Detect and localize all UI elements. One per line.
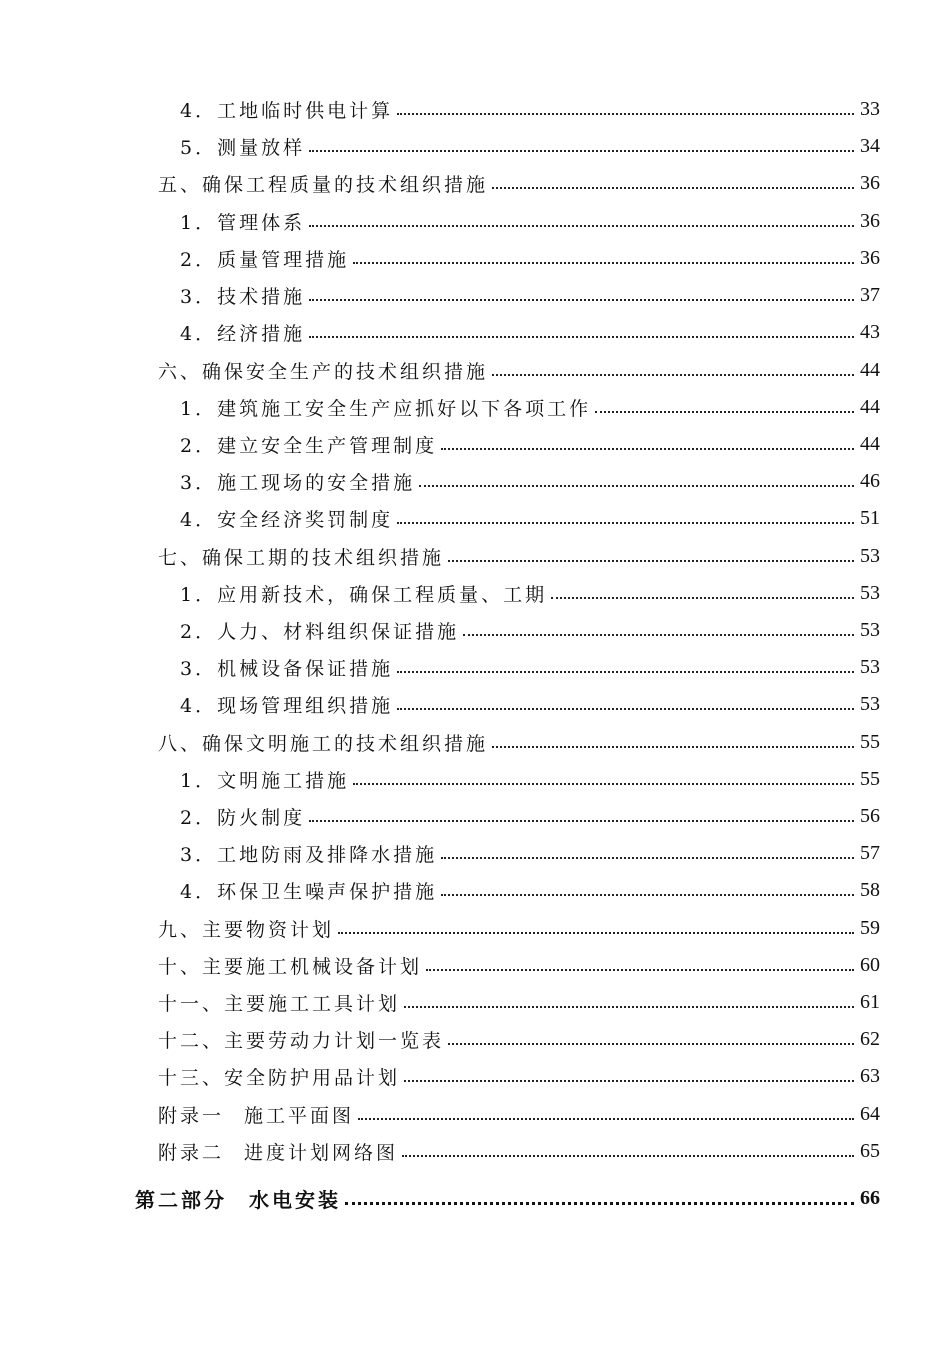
- dot-leader: [353, 783, 854, 785]
- toc-entry-page: 56: [860, 804, 880, 827]
- toc-entry-page: 53: [860, 692, 880, 715]
- dot-leader: [492, 374, 854, 376]
- dot-leader: [448, 560, 854, 562]
- toc-entry[interactable]: [180, 838, 880, 868]
- toc-entry[interactable]: [158, 1136, 880, 1166]
- toc-entry-page: 55: [860, 730, 880, 753]
- toc-entry-title: 1．建筑施工安全生产应抓好以下各项工作: [180, 397, 592, 420]
- toc-entry-page: 55: [860, 767, 880, 790]
- toc-entry-title: 进度计划网络图: [244, 1141, 399, 1164]
- dot-leader: [404, 1006, 854, 1008]
- toc-entry-label: 附录二: [158, 1141, 225, 1164]
- toc-entry[interactable]: [180, 801, 880, 831]
- toc-entry-title: 3．工地防雨及排降水措施: [180, 843, 438, 866]
- toc-entry-title: 2．质量管理措施: [180, 248, 350, 271]
- toc-entry[interactable]: [180, 317, 880, 347]
- toc-entry-label: 附录一: [158, 1104, 225, 1127]
- toc-entry[interactable]: [180, 243, 880, 273]
- toc-entry-page: 57: [860, 841, 880, 864]
- toc-entry-title: 1．管理体系: [180, 211, 306, 234]
- toc-entry-title: 十三、安全防护用品计划: [158, 1066, 401, 1089]
- toc-entry[interactable]: [180, 280, 880, 310]
- dot-leader: [441, 448, 854, 450]
- toc-entry-page: 58: [860, 878, 880, 901]
- toc-entry-page: 33: [860, 97, 880, 120]
- toc-entry[interactable]: [158, 1024, 880, 1054]
- toc-entry-page: 44: [860, 358, 880, 381]
- toc-entry[interactable]: [158, 355, 880, 385]
- toc-entry[interactable]: [180, 503, 880, 533]
- toc-entry[interactable]: [158, 1099, 880, 1129]
- toc-entry[interactable]: [180, 764, 880, 794]
- toc-entry-title: 3．机械设备保证措施: [180, 657, 394, 680]
- dot-leader: [441, 894, 854, 896]
- toc-entry-page: 36: [860, 246, 880, 269]
- toc-entry-page: 59: [860, 916, 880, 939]
- toc-entry[interactable]: [158, 950, 880, 980]
- toc-entry-title: 4．经济措施: [180, 322, 306, 345]
- dot-leader: [309, 299, 854, 301]
- toc-entry[interactable]: [158, 168, 880, 198]
- toc-entry[interactable]: [158, 987, 880, 1017]
- toc-entry-page: 53: [860, 544, 880, 567]
- toc-part-title: 水电安装: [249, 1187, 341, 1212]
- dot-leader: [309, 225, 854, 227]
- toc-entry[interactable]: [158, 727, 880, 757]
- dot-leader: [353, 262, 854, 264]
- toc-entry-page: 36: [860, 171, 880, 194]
- dot-leader: [448, 1043, 854, 1045]
- dot-leader: [419, 485, 854, 487]
- toc-part-entry[interactable]: [135, 1183, 880, 1213]
- toc-entry-page: 53: [860, 581, 880, 604]
- toc-entry-page: 64: [860, 1102, 880, 1125]
- dot-leader: [397, 522, 854, 524]
- toc-entry[interactable]: [180, 466, 880, 496]
- dot-leader: [426, 969, 854, 971]
- dot-leader: [492, 187, 854, 189]
- toc-entry[interactable]: [180, 94, 880, 124]
- dot-leader: [338, 932, 854, 934]
- toc-entry[interactable]: [180, 875, 880, 905]
- toc-entry-title: 3．技术措施: [180, 285, 306, 308]
- toc-entry-title: 2．防火制度: [180, 806, 306, 829]
- dot-leader: [402, 1155, 854, 1157]
- toc-entry-title: 5．测量放样: [180, 136, 306, 159]
- dot-leader: [441, 857, 854, 859]
- toc-entry-page: 44: [860, 395, 880, 418]
- toc-entry-page: 62: [860, 1027, 880, 1050]
- toc-entry[interactable]: [180, 206, 880, 236]
- toc-entry-title: 十二、主要劳动力计划一览表: [158, 1029, 445, 1052]
- toc-entry-page: 43: [860, 320, 880, 343]
- toc-entry-page: 37: [860, 283, 880, 306]
- dot-leader: [404, 1080, 854, 1082]
- toc-entry-title: 七、确保工期的技术组织措施: [158, 546, 445, 569]
- toc-entry-title: 1．应用新技术，确保工程质量、工期: [180, 583, 548, 606]
- toc-part-label: 第二部分: [135, 1187, 227, 1212]
- toc-entry-page: 34: [860, 134, 880, 157]
- dot-leader: [397, 113, 854, 115]
- dot-leader: [551, 597, 854, 599]
- toc-entry-page: 61: [860, 990, 880, 1013]
- toc-entry[interactable]: [180, 131, 880, 161]
- toc-entry-title: 4．安全经济奖罚制度: [180, 508, 394, 531]
- dot-leader: [492, 746, 854, 748]
- toc-entry-page: 53: [860, 655, 880, 678]
- dot-leader: [309, 150, 854, 152]
- dot-leader: [309, 336, 854, 338]
- toc-entry-page: 51: [860, 506, 880, 529]
- dot-leader: [309, 820, 854, 822]
- toc-entry-page: 53: [860, 618, 880, 641]
- toc-entry[interactable]: [180, 392, 880, 422]
- toc-entry-page: 36: [860, 209, 880, 232]
- toc-entry-title: 3．施工现场的安全措施: [180, 471, 416, 494]
- toc-entry-title: 4．环保卫生噪声保护措施: [180, 880, 438, 903]
- dot-leader: [397, 708, 854, 710]
- dot-leader: [463, 634, 854, 636]
- toc-entry-title: 2．人力、材料组织保证措施: [180, 620, 460, 643]
- toc-entry-page: 44: [860, 432, 880, 455]
- toc-part-page: 66: [860, 1186, 880, 1209]
- toc-entry[interactable]: [180, 689, 880, 719]
- dot-leader: [397, 671, 854, 673]
- dot-leader: [595, 411, 854, 413]
- toc-entry-page: 46: [860, 469, 880, 492]
- toc-entry-title: 2．建立安全生产管理制度: [180, 434, 438, 457]
- toc-entry[interactable]: [158, 1061, 880, 1091]
- toc-entry-title: 八、确保文明施工的技术组织措施: [158, 732, 489, 755]
- dot-leader: [345, 1202, 854, 1205]
- toc-entry-title: 十、主要施工机械设备计划: [158, 955, 423, 978]
- toc-entry-title: 五、确保工程质量的技术组织措施: [158, 173, 489, 196]
- toc-entry[interactable]: [180, 429, 880, 459]
- toc-entry-title: 六、确保安全生产的技术组织措施: [158, 360, 489, 383]
- toc-entry[interactable]: [180, 652, 880, 682]
- toc-entry-title: 施工平面图: [244, 1104, 355, 1127]
- toc-entry[interactable]: [158, 913, 880, 943]
- toc-entry-title: 4．工地临时供电计算: [180, 99, 394, 122]
- toc-entry[interactable]: [180, 615, 880, 645]
- toc-entry-page: 65: [860, 1139, 880, 1162]
- toc-entry-title: 1．文明施工措施: [180, 769, 350, 792]
- toc-entry[interactable]: [180, 578, 880, 608]
- toc-entry-page: 60: [860, 953, 880, 976]
- toc-entry-page: 63: [860, 1064, 880, 1087]
- toc-entry[interactable]: [158, 541, 880, 571]
- toc-entry-title: 十一、主要施工工具计划: [158, 992, 401, 1015]
- dot-leader: [358, 1118, 854, 1120]
- toc-entry-title: 4．现场管理组织措施: [180, 694, 394, 717]
- toc-entry-title: 九、主要物资计划: [158, 918, 335, 941]
